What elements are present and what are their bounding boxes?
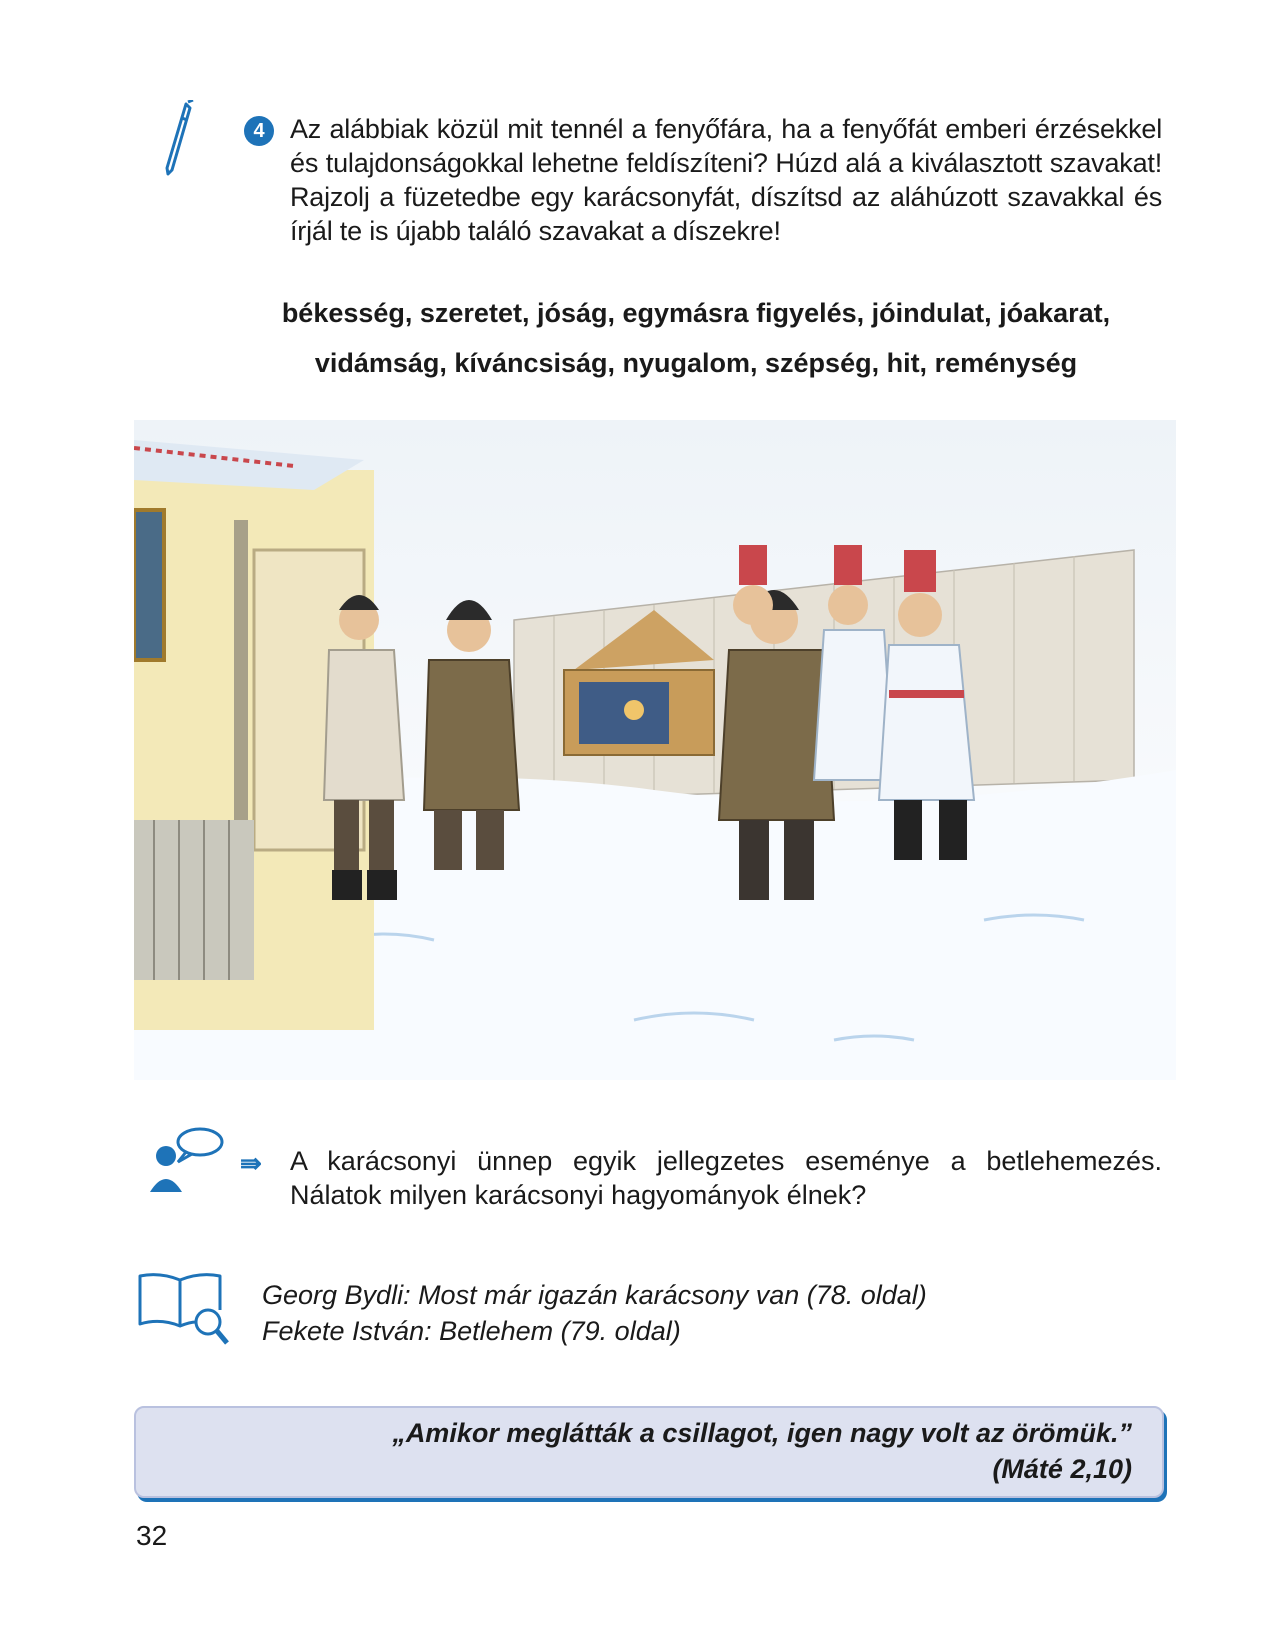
bible-quote-box (134, 1406, 1164, 1498)
page-number: 32 (136, 1520, 168, 1551)
exercise-number-badge: 4 (244, 116, 274, 146)
book-search-icon (138, 1270, 230, 1348)
reading-list (262, 1277, 927, 1349)
arrow-icon: ⇛ (240, 1148, 262, 1178)
reading-item-1: Georg Bydli: Most már igazán karácsony van (78. oldal) (262, 1280, 927, 1310)
word-list-line-1: békesség, szeretet, jóság, egymásra figyelés, jóindulat, jóakarat, (281, 298, 1111, 328)
quote-source: (Máté 2,10) (992, 1454, 1132, 1484)
pen-icon (160, 100, 200, 180)
word-list (230, 288, 1162, 388)
reading-item-2: Fekete István: Betlehem (79. oldal) (262, 1316, 681, 1346)
word-list-line-2: vidámság, kíváncsiság, nyugalom, szépség, hit, reménység (314, 348, 1078, 378)
quote-text: „Amikor meglátták a csillagot, igen nagy volt az örömük.” (392, 1418, 1132, 1448)
discussion-question: A karácsonyi ünnep egyik jellegzetes eseménye a betlehemezés. Nálatok milyen karácsonyi hagyományok élnek? (290, 1146, 1162, 1210)
discussion-icon (148, 1126, 228, 1196)
nativity-procession-illustration (134, 420, 1176, 1080)
exercise-instruction: Az alábbiak közül mit tennél a fenyőfára, ha a fenyőfát emberi érzésekkel és tulajdonságokkal lehetne feldíszíteni? Húzd alá a kiválasztott szavakat! Rajzolj a füzetedbe egy karácsonyfát, díszítsd az aláhúzott szavakkal és írjál te is újabb találó szavakat a díszekre! (290, 114, 1162, 246)
